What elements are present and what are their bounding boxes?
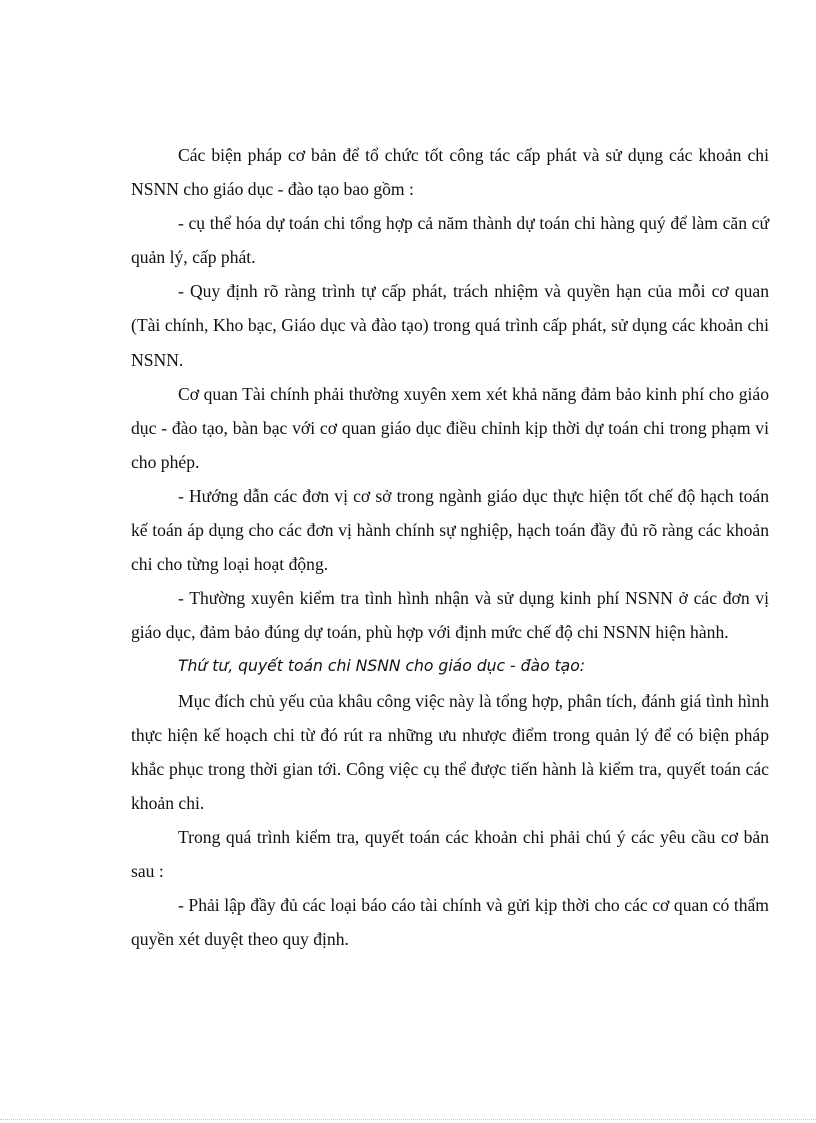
paragraph-bullet-procedure: - Quy định rõ ràng trình tự cấp phát, trách nhiệm và quyền hạn của mỗi cơ quan (Tài chính, Kho bạc, Giáo dục và đào tạo) trong quá trình cấp phát, sử dụng các khoản chi NSNN. [131, 281, 769, 370]
paragraph-finance-agency: Cơ quan Tài chính phải thường xuyên xem xét khả năng đảm bảo kinh phí cho giáo dục - đào tạo, bàn bạc với cơ quan giáo dục điều chỉnh kịp thời dự toán chi trong phạm vi cho phép. [131, 383, 769, 472]
document-body [131, 138, 769, 956]
paragraph-purpose: Mục đích chủ yếu của khâu công việc này là tổng hợp, phân tích, đánh giá tình hình thực hiện kế hoạch chi từ đó rút ra những ưu nhược điểm trong quản lý để có biện pháp khắc phục trong thời gian tới. Công việc cụ thể được tiến hành là kiểm tra, quyết toán các khoản chi. [131, 690, 769, 813]
paragraph-bullet-accounting-guidance: - Hướng dẫn các đơn vị cơ sở trong ngành giáo dục thực hiện tốt chế độ hạch toán kế toán áp dụng cho các đơn vị hành chính sự nghiệp, hạch toán đầy đủ rõ ràng các khoản chi cho từng loại hoạt động. [131, 485, 769, 575]
paragraph-requirements-intro: Trong quá trình kiểm tra, quyết toán các khoản chi phải chú ý các yêu cầu cơ bản sau : [131, 826, 769, 881]
page-bottom-divider [0, 1119, 816, 1120]
paragraph-bullet-reports: - Phải lập đầy đủ các loại báo cáo tài chính và gửi kịp thời cho các cơ quan có thẩm quyền xét duyệt theo quy định. [131, 895, 769, 950]
paragraph-bullet-quarterly-estimate: - cụ thể hóa dự toán chi tổng hợp cả năm thành dự toán chi hàng quý để làm căn cứ quản lý, cấp phát. [131, 213, 769, 268]
section-heading-fourth: Thứ tư, quyết toán chi NSNN cho giáo dục - đào tạo: [178, 657, 586, 676]
paragraph-intro: Các biện pháp cơ bản để tổ chức tốt công tác cấp phát và sử dụng các khoản chi NSNN cho giáo dục - đào tạo bao gồm : [131, 145, 769, 200]
paragraph-bullet-inspection: - Thường xuyên kiểm tra tình hình nhận và sử dụng kinh phí NSNN ở các đơn vị giáo dục, đảm bảo đúng dự toán, phù hợp với định mức chế độ chi NSNN hiện hành. [131, 588, 769, 643]
